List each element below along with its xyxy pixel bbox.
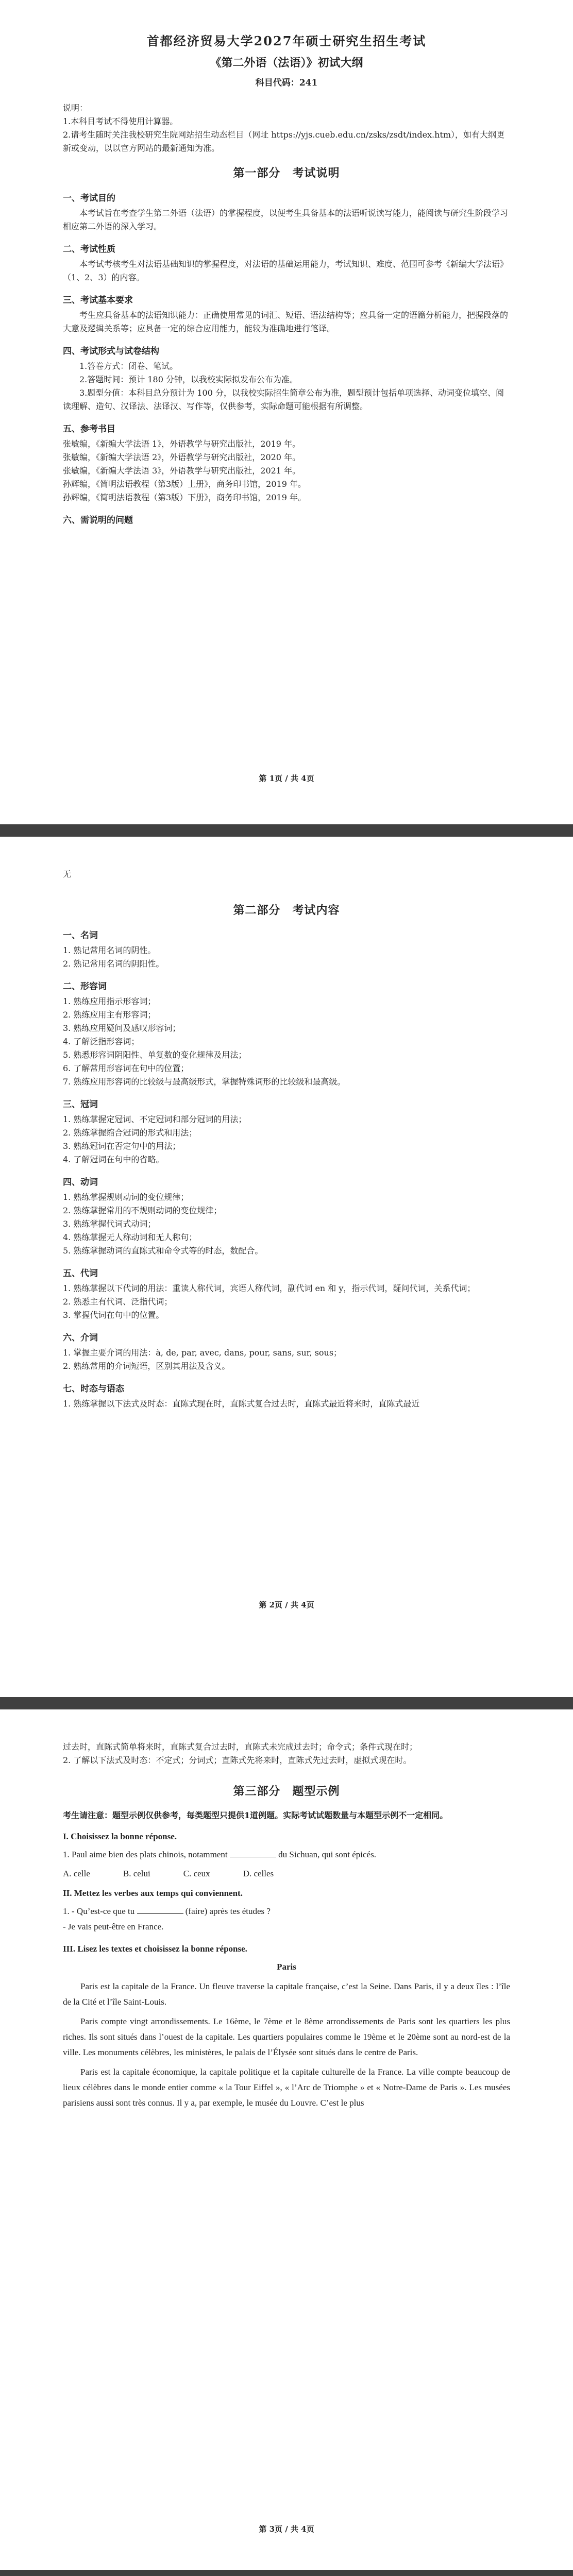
section-heading: 六、需说明的问题 (63, 515, 133, 526)
page-footer: 第 3页 / 共 4页 (259, 2524, 314, 2534)
option-b: B. celui (123, 1869, 150, 1878)
section-heading: 三、考试基本要求 (63, 295, 133, 306)
notes-label: 说明： (63, 103, 88, 113)
list-item: 2. 熟记常用名词的阴阳性。 (63, 959, 164, 969)
question-text (63, 1904, 510, 1919)
section-heading: 一、名词 (63, 930, 98, 941)
list-item: 3. 熟练冠词在否定句中的用法； (63, 1141, 181, 1151)
list-item: 4. 了解泛指形容词； (63, 1037, 140, 1046)
list-item: 1.答卷方式：闭卷、笔试。 (79, 361, 178, 371)
reading-paragraph: Paris compte vingt arrondissements. Le 16ème, le 7ème et le 8ème arrondissements de Paris sont les quartiers les plus riches. Ils sont situés dans l’ouest de la capitale. Les quartiers populaires comme le 19ème et le 20ème sont au nord-est de la ville. Les monuments célèbres, les ministères, le palais de l’Élysée sont situés dans le centre de Paris. (63, 2016, 510, 2057)
section-heading: 二、考试性质 (63, 244, 115, 255)
list-item: 1. 熟练掌握以下代词的用法：重读人称代词，宾语人称代词，副代词 en 和 y，指示代词，疑问代词，关系代词； (63, 1283, 476, 1293)
section-body: 本考试旨在考查学生第二外语（法语）的掌握程度，以便考生具备基本的法语听说读写能力，能阅读与研究生阶段学习相应第二外语的深入学习。 (63, 208, 509, 231)
top-note: 无 (63, 869, 72, 879)
list-item: 5. 熟悉形容词阴阳性、单复数的变化规律及用法； (63, 1050, 247, 1060)
part-title: 第二部分 考试内容 (233, 904, 340, 917)
answer-text: - Je vais peut-être en France. (63, 1922, 164, 1931)
list-item: 1. 熟练掌握规则动词的变位规律； (63, 1192, 189, 1202)
section-heading: 五、参考书目 (63, 424, 115, 434)
list-item: 1. 熟练掌握以下法式及时态：直陈式现在时，直陈式复合过去时，直陈式最近将来时，直陈式最近 (63, 1399, 420, 1409)
exercise-title: I. Choisissez la bonne réponse. (63, 1832, 177, 1841)
option-a: A. celle (63, 1869, 90, 1878)
question-post: du Sichuan, qui sont épicés. (278, 1850, 376, 1859)
note-1: 1.本科目考试不得使用计算器。 (63, 116, 178, 126)
list-item: 4. 熟练掌握无人称动词和无人称句； (63, 1232, 197, 1242)
page-3 (0, 1709, 573, 2570)
section-heading: 五、代词 (63, 1268, 98, 1279)
list-item: 7. 熟练应用形容词的比较级与最高级形式，掌握特殊词形的比较级和最高级。 (63, 1077, 346, 1087)
intro-note: 考生请注意：题型示例仅供参考，每类题型只提供1道例题。实际考试试题数量与本题型示例不一定相同。 (63, 1810, 448, 1820)
option-c: C. ceux (183, 1869, 210, 1878)
list-item: 3. 熟练应用疑问及感叹形容词； (63, 1023, 181, 1033)
continued-text: 2. 了解以下法式及时态：不定式；分词式；直陈式先将来时，直陈式先过去时，虚拟式现在时。 (63, 1755, 412, 1765)
reference-item: 张敏编，《新编大学法语 3》，外语教学与研究出版社，2021 年。 (63, 466, 301, 476)
continued-text: 过去时，直陈式简单将来时，直陈式复合过去时，直陈式未完成过去时；命令式；条件式现在时； (63, 1742, 418, 1752)
section-heading: 二、形容词 (63, 981, 107, 992)
doc-title: 首都经济贸易大学2027年硕士研究生招生考试 (146, 33, 427, 48)
list-item: 2. 熟悉主有代词、泛指代词； (63, 1297, 173, 1307)
section-heading: 一、考试目的 (63, 193, 115, 204)
page-footer: 第 2页 / 共 4页 (259, 1600, 314, 1609)
list-item: 1. 熟练掌握定冠词、不定冠词和部分冠词的用法； (63, 1114, 247, 1124)
reading-paragraph: Paris est la capitale de la France. Un fleuve traverse la capitale française, c’est la Seine. Dans Paris, il y a deux îles : l’île de la Cité et l’île Saint-Louis. (63, 1981, 510, 2007)
exercise-title: III. Lisez les textes et choisissez la bonne réponse. (63, 1944, 247, 1954)
list-item: 4. 了解冠词在句中的省略。 (63, 1155, 164, 1164)
reference-item: 孙辉编，《简明法语教程（第3版）下册》，商务印书馆，2019 年。 (63, 493, 306, 502)
page-footer: 第 1页 / 共 4页 (259, 774, 314, 783)
section-heading: 四、动词 (63, 1177, 98, 1188)
list-item: 2.答题时间：预计 180 分钟，以我校实际拟发布公布为准。 (79, 375, 298, 384)
page-1 (0, 0, 573, 824)
section-heading: 三、冠词 (63, 1099, 98, 1110)
list-item: 1. 掌握主要介词的用法：à, de, par, avec, dans, pour, sans, sur, sous； (63, 1348, 342, 1358)
part-title: 第一部分 考试说明 (233, 166, 340, 180)
list-item: 5. 熟练掌握动词的直陈式和命令式等的时态，数配合。 (63, 1246, 263, 1256)
doc-subtitle: 《第二外语（法语）》初试大纲 (210, 56, 363, 70)
section-body: 考生应具备基本的法语知识能力：正确使用常见的词汇、短语、语法结构等；应具备一定的语篇分析能力，把握段落的大意及逻辑关系等；应具备一定的综合应用能力，能较为准确地进行笔译。 (63, 310, 509, 333)
section-heading: 七、时态与语态 (63, 1384, 124, 1394)
list-item: 2. 熟练掌握缩合冠词的形式和用法； (63, 1128, 197, 1138)
note-2: 2.请考生随时关注我校研究生院网站招生动态栏目（网址 https://yjs.cueb.edu.cn/zsks/zsdt/index.htm），如有大纲更新或变动，以以官方网站的最新通知为准。 (63, 130, 505, 153)
reference-item: 孙辉编，《简明法语教程（第3版）上册》，商务印书馆，2019 年。 (63, 479, 306, 489)
list-item: 2. 熟练掌握常用的不规则动词的变位规律； (63, 1206, 222, 1215)
section-heading: 六、介词 (63, 1333, 98, 1343)
part-title: 第三部分 题型示例 (233, 1785, 340, 1798)
options-row (63, 1869, 510, 1879)
list-item: 1. 熟记常用名词的阴性。 (63, 945, 156, 955)
answer-blank (230, 1849, 276, 1857)
answer-blank (137, 1905, 183, 1914)
reference-item: 张敏编，《新编大学法语 1》，外语教学与研究出版社，2019 年。 (63, 439, 301, 449)
reading-paragraph: Paris est la capitale économique, la capitale politique et la capitale culturelle de la France. La ville compte beaucoup de lieux célèbres dans le monde entier comme « la Tour Eiffel », « l’Arc de Triomphe » et « Notre-Dame de Paris ». Les musées parisiens aussi sont très connus. Il y a, par exemple, le musée du Louvre. C’est le plus (63, 2067, 510, 2108)
page-2 (0, 837, 573, 1697)
option-d: D. celles (243, 1869, 274, 1878)
section-body: 本考试考核考生对法语基础知识的掌握程度，对法语的基础运用能力，考试知识、难度、范围可参考《新编大学法语》（1、2、3）的内容。 (63, 259, 509, 282)
question-post: (faire) après tes études ? (185, 1906, 271, 1916)
reading-heading: Paris (277, 1962, 296, 1972)
subject-code: 科目代码：241 (255, 78, 318, 88)
list-item: 2. 熟练应用主有形容词； (63, 1010, 156, 1020)
section-heading: 四、考试形式与试卷结构 (63, 346, 159, 357)
list-item: 2. 熟练常用的介词短语，区别其用法及含义。 (63, 1361, 230, 1371)
question-text (63, 1847, 510, 1862)
list-item: 6. 了解常用形容词在句中的位置； (63, 1063, 189, 1073)
list-item: 3. 熟练掌握代词式动词； (63, 1219, 156, 1229)
reference-item: 张敏编，《新编大学法语 2》，外语教学与研究出版社，2020 年。 (63, 452, 301, 462)
list-item: 1. 熟练应用指示形容词； (63, 996, 156, 1006)
list-item: 3. 掌握代词在句中的位置。 (63, 1310, 164, 1320)
question-pre: 1. Paul aime bien des plats chinois, notamment (63, 1850, 228, 1859)
exercise-title: II. Mettez les verbes aux temps qui conviennent. (63, 1888, 243, 1898)
question-pre: 1. - Qu’est-ce que tu (63, 1906, 135, 1916)
list-item: 3.题型分值：本科目总分预计为 100 分，以我校实际招生简章公布为准，题型预计包括单项选择、动词变位填空、阅读理解、造句、汉译法、法译汉、写作等，仅供参考，实际命题可能根据有所调整。 (63, 388, 504, 411)
